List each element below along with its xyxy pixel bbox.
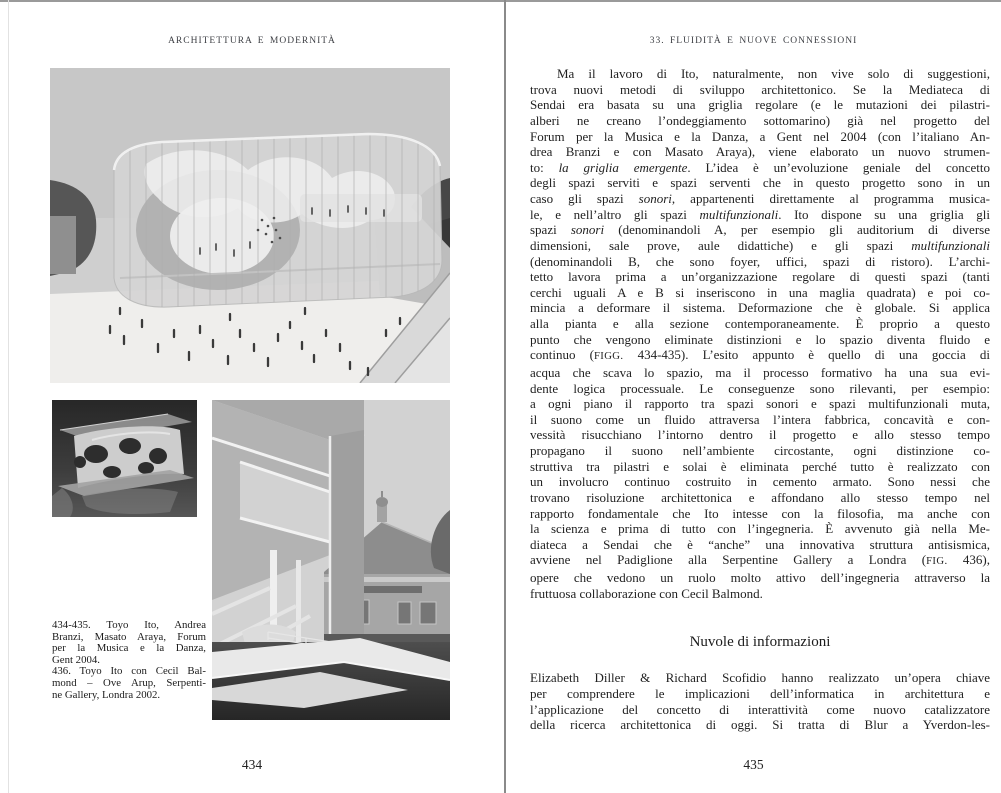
paragraph-ito-griglia-emergente — [530, 66, 990, 601]
text-line: propagano il suono nell’ambiente circostante, ogni distinzione co- — [530, 443, 990, 458]
text-line: Sendai era basata su una griglia regolare (e le mutazioni dei pilastri- — [530, 97, 990, 113]
text-line: fruttuosa collaborazione con Cecil Balmond. — [530, 585, 763, 601]
figure-435-structure-model-photo — [52, 400, 197, 517]
text-line: cerchi uguali A e B si inseriscono in una maglia quadrata) e poi co- — [530, 284, 990, 300]
text-line: per la Musica e la Danza, — [52, 642, 206, 655]
figure-captions — [52, 620, 206, 701]
text-line: Gent 2004. — [52, 653, 100, 666]
text-line: alberi ne creano l’ondeggiamento sottomarino) già nel progetto del — [530, 112, 990, 128]
text-line: opere che vedono un ruolo molto attivo dell’ingegneria attraverso la — [530, 570, 990, 585]
text-line: to: la griglia emergente. L’idea è un’evoluzione geniale del concetto — [530, 159, 990, 175]
text-line: trovano risoluzione architettonica e affondano allo stesso tempo nel — [530, 489, 990, 505]
text-line: drea Branzi e con Masato Araya), viene elaborato un nuovo strumen- — [530, 144, 990, 160]
figure-436-serpentine-pavilion-photo — [212, 400, 450, 720]
text-line: dente logica processuale. Le conseguenze sono rilevanti, per esempio: — [530, 380, 990, 396]
text-line: tetto lavora prima a un’organizzazione regolare di questi spazi (tanti — [530, 269, 990, 285]
text-line: la scienza e prima di tutto con l’ingegneria. È avvenuto già nella Me- — [530, 521, 990, 537]
text-line: avviene nel Padiglione alla Serpentine Gallery a Londra (FIG. 436), — [530, 552, 990, 568]
figure-434-forum-model-photo — [50, 68, 450, 383]
text-line: l’applicazione del concetto di interattività come nuovo catalizzatore — [530, 701, 990, 717]
text-line: caso gli spazi sonori, appartenenti direttamente al programma musica- — [530, 191, 990, 206]
running-head-left: ARCHITETTURA E MODERNITÀ — [168, 36, 336, 46]
text-line: il suono come un fluido attraversa l’intera fabbrica, concavità e con- — [530, 411, 990, 427]
photo-illustration — [50, 68, 450, 383]
text-line: punto che vengono eliminate distinzioni e lo spazio diventa fluido e — [530, 331, 990, 347]
text-line: Elizabeth Diller & Richard Scofidio hanno realizzato un’opera chiave — [530, 670, 990, 686]
photo-illustration — [212, 400, 450, 720]
text-line: dimensioni, sale prove, aule didattiche) e gli spazi multifunzionali — [530, 237, 990, 253]
text-line: alla pianta e alla sezione contemporaneamente. È proprio a questo — [530, 316, 990, 331]
text-line: Branzi, Masato Araya, Forum — [52, 630, 206, 643]
text-line: Forum per la Musica e la Danza, a Gent nel 2004 (con l’italiano An- — [530, 128, 990, 144]
caption-436 — [52, 666, 206, 701]
photo-illustration — [52, 400, 197, 517]
text-line: degli spazi serviti e spazi serventi che in questo progetto sono in un — [530, 175, 990, 191]
text-line: (denominandoli B, che sono foyer, uffici, spazi di ristoro). L’archi- — [530, 253, 990, 269]
page-number-left: 434 — [241, 757, 263, 772]
paragraph-diller-scofidio — [530, 670, 990, 733]
text-line: trova nuovi metodi di sviluppo architettonico. Se la Mediateca di — [530, 81, 990, 97]
text-line: struttiva tra pilastri e solai è eliminata perché tutto è realizzato con — [530, 458, 990, 474]
page-right — [506, 0, 1001, 793]
text-line: a ogni piano il rapporto tra spazi sonori e spazi multifunzionali muta, — [530, 396, 990, 412]
text-line: Ma il lavoro di Ito, naturalmente, non vive solo di suggestioni, — [557, 66, 990, 81]
page-number-right: 435 — [743, 757, 764, 772]
text-line: diateca a Sendai che è “anche” una innovativa struttura antisismica, — [530, 536, 990, 552]
running-head-right: 33. FLUIDITÀ E NUOVE CONNESSIONI — [649, 36, 858, 46]
text-line: ne Gallery, Londra 2002. — [52, 688, 161, 701]
text-line: 436. Toyo Ito con Cecil Bal- — [52, 665, 206, 678]
text-line: per comprendere le implicazioni dell’informatica in architettura e — [530, 685, 990, 701]
text-line: vessità risucchiano l’intorno dentro il progetto e allo stesso tempo — [530, 427, 990, 443]
text-line: mond – Ove Arup, Serpenti- — [52, 676, 206, 689]
text-line: rapporto fondamentale che Ito intesse con la filosofia, ma anche con — [530, 505, 990, 521]
text-line: spazi sonori (denominandoli A, per esempio gli auditorium di diverse — [530, 222, 990, 238]
caption-434-435 — [52, 620, 206, 666]
text-line: 434-435. Toyo Ito, Andrea — [52, 619, 206, 631]
text-line: un involucro continuo costruito in cemento armato. Sono nessi che — [530, 474, 990, 490]
section-heading: Nuvole di informazioni — [689, 634, 831, 651]
body-text-column — [530, 66, 990, 733]
text-line: acqua che scava lo spazio, ma il processo formativo ha una sua evi- — [530, 364, 990, 380]
text-line: le, e nell’altro gli spazi multifunzionali. Ito dispone su una griglia gli — [530, 206, 990, 222]
text-line: mincia a deformare il sistema. Deformazione che è globale. Si applica — [530, 300, 990, 316]
text-line: continuo (FIGG. 434-435). L’esito appunto è quello di una goccia di — [530, 347, 990, 363]
text-line: della ricerca architettonica di oggi. Si tratta di Blur a Yverdon-les- — [530, 717, 990, 733]
